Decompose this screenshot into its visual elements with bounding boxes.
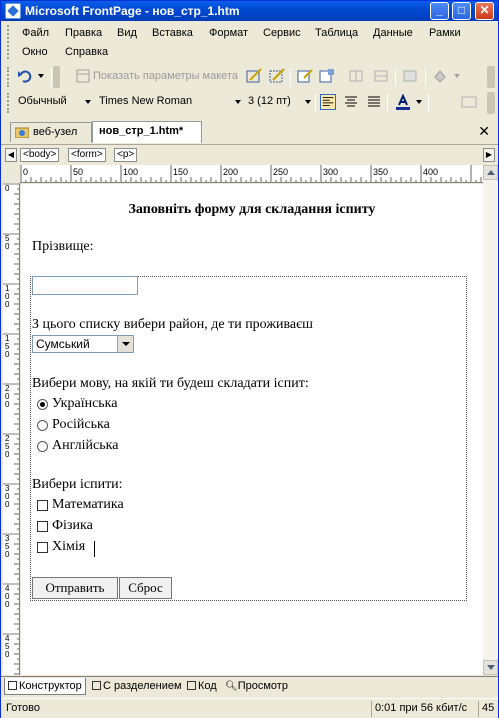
tag-form[interactable]: <form> <box>68 148 106 162</box>
ruler-label: 150 <box>173 167 189 177</box>
tab-website-label: веб-узел <box>33 126 78 138</box>
split-view-icon <box>92 681 101 690</box>
tab-preview[interactable] <box>222 678 291 695</box>
maximize-button[interactable]: □ <box>452 2 471 20</box>
ruler-label: 4 5 0 <box>5 634 10 659</box>
website-folder-icon <box>15 126 29 138</box>
ruler-label: 0 <box>5 184 10 193</box>
radio-language-english-label: Англійська <box>52 438 119 453</box>
scroll-down-icon <box>487 665 495 670</box>
tag-p[interactable]: <p> <box>114 148 137 162</box>
toolbar-separator <box>425 68 426 86</box>
close-document-icon[interactable]: ✕ <box>478 123 490 139</box>
font-size-select[interactable] <box>245 93 313 112</box>
ruler-label: 5 0 <box>5 234 10 251</box>
toolbar-separator <box>387 94 388 112</box>
ruler-label: 250 <box>273 167 289 177</box>
language-label: Вибери мову, на якій ти будеш складати іспит: <box>32 376 309 391</box>
tab-code-view[interactable] <box>184 678 220 695</box>
scroll-up-icon <box>487 170 495 175</box>
standard-toolbar <box>1 64 498 90</box>
radio-language-ukrainian[interactable] <box>37 399 48 410</box>
quick-tag-selector <box>1 144 498 164</box>
show-layout-params-button[interactable]: Показать параметры макета <box>93 70 238 82</box>
status-ready: Готово <box>6 702 40 714</box>
align-center-icon[interactable] <box>343 94 359 110</box>
document-tabs <box>1 119 498 143</box>
minimize-button[interactable]: _ <box>430 2 449 20</box>
draw-layout-table-icon[interactable] <box>246 68 262 84</box>
ruler-label: 0 <box>23 167 29 177</box>
district-select[interactable] <box>32 335 134 353</box>
tag-scroll-left-icon[interactable]: ◀ <box>5 148 17 162</box>
split-cells-icon <box>348 68 364 84</box>
status-extra: 45 <box>478 701 498 717</box>
fill-color-dropdown-arrow <box>454 74 460 78</box>
code-view-icon <box>187 681 196 690</box>
insert-table-icon <box>402 68 418 84</box>
tab-current-page-label: нов_стр_1.htm* <box>99 125 184 137</box>
status-download-time: 0:01 при 56 кбит/с <box>371 701 477 717</box>
toolbar-grip[interactable] <box>7 93 10 113</box>
style-select[interactable] <box>15 93 93 112</box>
draw-layout-cell-icon[interactable] <box>269 68 285 84</box>
vertical-scrollbar[interactable] <box>483 165 498 675</box>
undo-icon[interactable] <box>17 68 33 84</box>
checkbox-exam-chemistry[interactable] <box>37 542 48 553</box>
menu-data[interactable]: Данные <box>373 27 413 39</box>
checkbox-exam-physics[interactable] <box>37 521 48 532</box>
tab-website[interactable] <box>10 122 92 142</box>
font-size-dropdown-arrow[interactable] <box>305 100 311 104</box>
status-bar <box>1 698 498 718</box>
district-label: З цього списку вибери район, де ти проживаєш <box>32 317 313 332</box>
checkbox-exam-math[interactable] <box>37 500 48 511</box>
table-properties-icon[interactable] <box>319 68 335 84</box>
toolbar-separator <box>51 68 52 86</box>
cell-formatting-icon[interactable] <box>297 68 313 84</box>
font-color-icon[interactable] <box>395 94 411 110</box>
font-color-dropdown-arrow[interactable] <box>416 100 422 104</box>
menu-table[interactable]: Таблица <box>315 27 359 39</box>
menu-bar <box>1 22 498 62</box>
surname-label: Прізвище: <box>32 239 94 254</box>
radio-language-russian-label: Російська <box>52 417 110 432</box>
tab-preview-label: Просмотр <box>237 680 288 692</box>
ruler-label: 2 0 0 <box>5 384 10 409</box>
ruler-label: 100 <box>123 167 139 177</box>
toolbar-chevron[interactable] <box>53 66 60 88</box>
fill-color-icon <box>432 68 448 84</box>
toolbar-grip[interactable] <box>7 67 10 87</box>
exams-label: Вибери іспити: <box>32 477 123 492</box>
ruler-label: 400 <box>423 167 439 177</box>
tab-current-page[interactable] <box>92 121 202 143</box>
toolbar-separator <box>428 94 429 112</box>
toolbar-separator <box>315 94 316 112</box>
menu-tools[interactable]: Сервис <box>263 27 301 39</box>
view-tabs-bar <box>1 676 498 696</box>
chevron-down-icon[interactable] <box>117 336 133 352</box>
toolbar-chevron[interactable] <box>487 66 495 88</box>
menu-edit[interactable]: Правка <box>65 27 103 39</box>
ruler-label: 2 5 0 <box>5 434 10 459</box>
menu-help[interactable]: Справка <box>65 46 109 58</box>
menu-format[interactable]: Формат <box>209 27 249 39</box>
radio-language-ukrainian-label: Українська <box>52 396 118 411</box>
scroll-down-button[interactable] <box>483 660 498 675</box>
ruler-label: 1 5 0 <box>5 334 10 359</box>
ruler-label: 3 0 0 <box>5 484 10 509</box>
frontpage-app-icon[interactable] <box>5 3 21 19</box>
title-bar[interactable] <box>1 1 498 21</box>
borders-icon <box>461 94 477 110</box>
tab-design-view[interactable] <box>4 678 86 695</box>
tab-split-view[interactable] <box>89 678 185 695</box>
design-canvas[interactable] <box>21 184 483 675</box>
menu-window[interactable]: Окно <box>22 46 48 58</box>
menu-view[interactable]: Вид <box>117 27 137 39</box>
font-size-value: 3 (12 пт) <box>248 95 291 107</box>
font-dropdown-arrow[interactable] <box>235 100 241 104</box>
ruler-label: 300 <box>323 167 339 177</box>
text-cursor <box>94 541 95 557</box>
ruler-label: 200 <box>223 167 239 177</box>
menu-frames[interactable]: Рамки <box>429 27 461 39</box>
ruler-label: 3 5 0 <box>5 534 10 559</box>
style-select-value: Обычный <box>18 95 67 107</box>
surname-input[interactable] <box>32 276 138 295</box>
menu-file[interactable]: Файл <box>22 27 50 39</box>
ruler-label: 4 0 0 <box>5 584 10 609</box>
radio-language-russian[interactable] <box>37 420 48 431</box>
tab-code-view-label: Код <box>198 680 217 692</box>
page-heading: Заповніть форму для складання іспиту <box>128 202 376 217</box>
menu-insert[interactable]: Вставка <box>152 27 193 39</box>
submit-button[interactable]: Отправить <box>32 577 118 599</box>
ruler-corner <box>1 165 20 183</box>
horizontal-ruler <box>20 165 483 183</box>
justify-icon[interactable] <box>366 94 382 110</box>
vertical-ruler <box>3 183 20 675</box>
close-window-button[interactable]: ✕ <box>475 2 494 20</box>
checkbox-exam-math-label: Математика <box>52 497 124 512</box>
tag-scroll-right-icon[interactable]: ▶ <box>483 148 495 162</box>
checkbox-exam-chemistry-label: Хімія <box>52 539 86 554</box>
radio-language-english[interactable] <box>37 441 48 452</box>
undo-dropdown-arrow[interactable] <box>38 74 44 78</box>
ruler-label: 50 <box>73 167 84 177</box>
font-select[interactable] <box>96 93 246 112</box>
design-view-icon <box>8 681 17 690</box>
merge-cells-icon <box>373 68 389 84</box>
toolbar-chevron[interactable] <box>487 92 495 114</box>
scroll-up-button[interactable] <box>483 165 498 180</box>
horizontal-ruler-ticks <box>20 165 483 183</box>
font-select-value: Times New Roman <box>99 95 193 107</box>
tag-body[interactable]: <body> <box>20 148 59 162</box>
formatting-toolbar <box>1 90 498 116</box>
checkbox-exam-physics-label: Фізика <box>52 518 93 533</box>
ruler-label: 1 0 0 <box>5 284 10 309</box>
toolbar-separator <box>395 68 396 86</box>
window-title: Microsoft FrontPage - нов_стр_1.htm <box>25 4 240 18</box>
search-icon: 🔍︎ <box>225 681 238 692</box>
tab-design-view-label: Конструктор <box>19 680 82 692</box>
align-left-icon[interactable] <box>320 94 336 110</box>
menu-grip[interactable] <box>7 25 10 59</box>
toolbar-separator <box>290 68 291 86</box>
district-selected-value: Сумський <box>36 337 90 351</box>
style-dropdown-arrow[interactable] <box>85 100 91 104</box>
tab-split-view-label: С разделением <box>103 680 182 692</box>
reset-button[interactable]: Сброс <box>119 577 172 599</box>
layout-params-icon <box>75 68 91 84</box>
ruler-label: 350 <box>373 167 389 177</box>
